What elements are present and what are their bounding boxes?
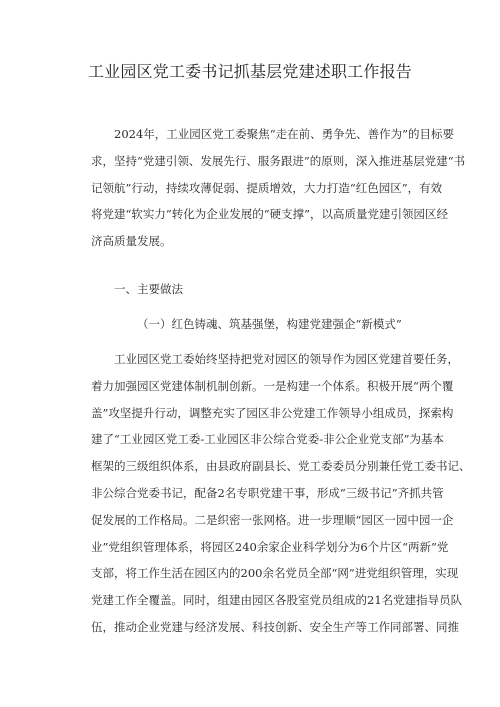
body-line: 着力加强园区党建体制机制创新。一是构建一个体系。积极开展“两个覆	[91, 378, 454, 393]
body-paragraph	[91, 346, 471, 641]
body-line: 工业园区党工委始终坚持把党对园区的领导作为园区党建首要任务，	[114, 352, 459, 366]
body-line: 盖”攻坚提升行动，调整充实了园区非公党建工作领导小组成员，探索构	[91, 405, 454, 420]
subsection-heading: （一）红色铸魂、筑基强堡，构建党建强企“新模式”	[137, 317, 402, 331]
intro-paragraph	[91, 121, 466, 255]
body-line: 建了“工业园区党工委-工业园区非公综合党委-非公企业党支部”为基本	[91, 432, 445, 447]
intro-line: 记领航”行动，持续攻薄促弱、提质增效，大力打造“红色园区”，有效	[91, 180, 443, 195]
body-line: 促发展的工作格局。二是织密一张网格。进一步理顺“园区一园中园一企	[91, 512, 454, 527]
body-line: 党建工作全覆盖。同时，组建由园区各股室党员组成的21名党建指导员队	[91, 593, 463, 608]
body-line: 支部，将工作生活在园区内的200余名党员全部“网”进党组织管理，实现	[91, 566, 459, 581]
document-title: 工业园区党工委书记抓基层党建述职工作报告	[87, 62, 412, 81]
intro-line: 2024年，工业园区党工委聚焦“走在前、勇争先、善作为”的目标要	[114, 127, 455, 141]
intro-line: 将党建“软实力”转化为企业发展的“硬支撑”，以高质量党建引领园区经	[91, 207, 449, 222]
intro-line: 求，坚持“党建引领、发展先行、服务跟进”的原则，深入推进基层党建“书	[91, 153, 466, 168]
body-line: 框架的三级组织体系，由县政府副县长、党工委委员分别兼任党工委书记、	[91, 459, 471, 474]
body-line: 伍，推动企业党建与经济发展、科技创新、安全生产等工作同部署、同推	[91, 619, 459, 634]
body-line: 非公综合党委书记，配备2名专职党建干事，形成“三级书记”齐抓共管	[91, 485, 444, 500]
body-line: 业”党组织管理体系，将园区240余家企业科学划分为6个片区“两新”党	[91, 539, 449, 554]
section-heading: 一、主要做法	[114, 282, 183, 296]
intro-line: 济高质量发展。	[91, 234, 172, 249]
